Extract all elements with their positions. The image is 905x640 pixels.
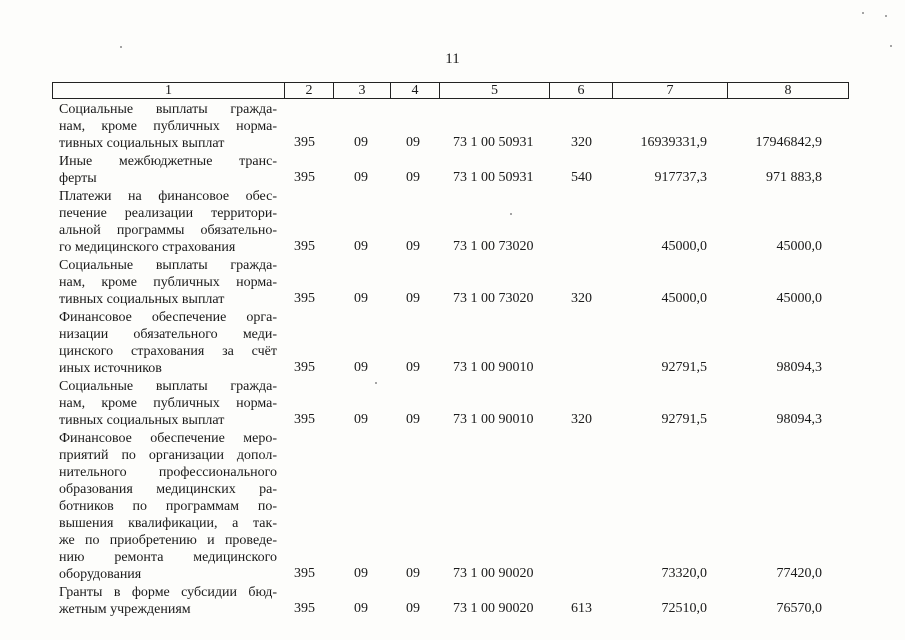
cell-c2: 395 [294, 412, 315, 427]
row-name [59, 378, 277, 429]
cell-c3: 09 [354, 412, 368, 427]
header-col-6: 6 [549, 82, 613, 99]
row-name-line: ферты [59, 171, 97, 186]
cell-c3: 09 [354, 360, 368, 375]
table-row [0, 430, 905, 583]
table-header [52, 82, 849, 99]
cell-c3: 09 [354, 135, 368, 150]
header-col-1: 1 [52, 82, 285, 99]
cell-c6: 613 [571, 601, 592, 616]
cell-c4: 09 [406, 601, 420, 616]
cell-c6: 320 [571, 135, 592, 150]
row-name-line: нам, кроме публичных норма- [59, 396, 277, 411]
cell-c7: 16939331,9 [640, 135, 707, 150]
row-name-line: Социальные выплаты гражда- [59, 379, 277, 394]
row-name-line: же по приобретению и проведе- [59, 533, 277, 548]
cell-c2: 395 [294, 566, 315, 581]
cell-c8: 45000,0 [776, 291, 822, 306]
cell-c5: 73 1 00 73020 [453, 239, 534, 254]
cell-c6: 320 [571, 412, 592, 427]
cell-c8: 98094,3 [776, 360, 822, 375]
header-col-7: 7 [612, 82, 728, 99]
cell-c5: 73 1 00 90020 [453, 566, 534, 581]
cell-c8: 45000,0 [776, 239, 822, 254]
row-name-line: цинского страхования за счёт [59, 344, 277, 359]
table-row [0, 584, 905, 618]
row-name-line: го медицинского страхования [59, 240, 236, 255]
cell-c4: 09 [406, 135, 420, 150]
row-name-line: ботников по программам по- [59, 499, 277, 514]
cell-c2: 395 [294, 291, 315, 306]
row-name-line: нию ремонта медицинского [59, 550, 277, 565]
cell-c2: 395 [294, 239, 315, 254]
cell-c5: 73 1 00 50931 [453, 170, 534, 185]
cell-c7: 45000,0 [661, 239, 707, 254]
row-name [59, 257, 277, 308]
header-col-2: 2 [284, 82, 334, 99]
cell-c8: 76570,0 [776, 601, 822, 616]
table-row [0, 153, 905, 187]
table-row [0, 188, 905, 256]
row-name [59, 101, 277, 152]
row-name [59, 584, 277, 618]
row-name-line: Финансовое обеспечение орга- [59, 310, 277, 325]
cell-c3: 09 [354, 239, 368, 254]
row-name-line: нам, кроме публичных норма- [59, 119, 277, 134]
row-name-line: образования медицинских ра- [59, 482, 277, 497]
row-name-line: нительного профессионального [59, 465, 277, 480]
row-name-line: вышения квалификации, а так- [59, 516, 277, 531]
cell-c3: 09 [354, 566, 368, 581]
row-name-line: Социальные выплаты гражда- [59, 102, 277, 117]
table-row [0, 309, 905, 377]
cell-c7: 72510,0 [661, 601, 707, 616]
cell-c3: 09 [354, 601, 368, 616]
page-number: 11 [445, 51, 460, 67]
row-name-line: жетным учреждениям [59, 602, 191, 617]
cell-c5: 73 1 00 90010 [453, 412, 534, 427]
scan-speck [510, 213, 512, 215]
row-name-line: оборудования [59, 567, 142, 582]
row-name [59, 309, 277, 377]
scan-speck [885, 15, 887, 17]
cell-c8: 98094,3 [776, 412, 822, 427]
header-col-4: 4 [390, 82, 440, 99]
cell-c4: 09 [406, 239, 420, 254]
cell-c5: 73 1 00 90010 [453, 360, 534, 375]
row-name-line: альной программы обязательно- [59, 223, 277, 238]
cell-c5: 73 1 00 73020 [453, 291, 534, 306]
row-name-line: иных источников [59, 361, 162, 376]
row-name [59, 188, 277, 256]
cell-c7: 45000,0 [661, 291, 707, 306]
cell-c3: 09 [354, 291, 368, 306]
cell-c5: 73 1 00 50931 [453, 135, 534, 150]
header-col-8: 8 [727, 82, 849, 99]
cell-c7: 917737,3 [654, 170, 707, 185]
header-col-5: 5 [439, 82, 550, 99]
row-name-line: тивных социальных выплат [59, 413, 225, 428]
row-name-line: приятий по организации допол- [59, 448, 277, 463]
cell-c6: 540 [571, 170, 592, 185]
cell-c6: 320 [571, 291, 592, 306]
cell-c2: 395 [294, 135, 315, 150]
scan-speck [375, 382, 377, 384]
cell-c7: 92791,5 [661, 412, 707, 427]
cell-c5: 73 1 00 90020 [453, 601, 534, 616]
cell-c4: 09 [406, 170, 420, 185]
cell-c4: 09 [406, 412, 420, 427]
table-row [0, 257, 905, 308]
cell-c4: 09 [406, 566, 420, 581]
row-name-line: Социальные выплаты гражда- [59, 258, 277, 273]
scan-speck [890, 45, 892, 47]
cell-c8: 971 883,8 [766, 170, 822, 185]
row-name-line: Иные межбюджетные транс- [59, 154, 277, 169]
row-name-line: Финансовое обеспечение меро- [59, 431, 277, 446]
row-name-line: тивных социальных выплат [59, 292, 225, 307]
cell-c2: 395 [294, 170, 315, 185]
table-row [0, 378, 905, 429]
cell-c7: 73320,0 [661, 566, 707, 581]
cell-c7: 92791,5 [661, 360, 707, 375]
row-name-line: тивных социальных выплат [59, 136, 225, 151]
cell-c8: 77420,0 [776, 566, 822, 581]
cell-c2: 395 [294, 360, 315, 375]
cell-c4: 09 [406, 291, 420, 306]
scan-speck [862, 12, 864, 14]
cell-c4: 09 [406, 360, 420, 375]
table-row [0, 101, 905, 152]
row-name-line: Гранты в форме субсидии бюд- [59, 585, 277, 600]
row-name-line: печение реализации территори- [59, 206, 277, 221]
row-name-line: Платежи на финансовое обес- [59, 189, 277, 204]
cell-c8: 17946842,9 [755, 135, 822, 150]
row-name-line: низации обязательного меди- [59, 327, 277, 342]
row-name [59, 430, 277, 583]
row-name-line: нам, кроме публичных норма- [59, 275, 277, 290]
scan-speck [120, 46, 122, 48]
cell-c2: 395 [294, 601, 315, 616]
row-name [59, 153, 277, 187]
header-col-3: 3 [333, 82, 391, 99]
cell-c3: 09 [354, 170, 368, 185]
